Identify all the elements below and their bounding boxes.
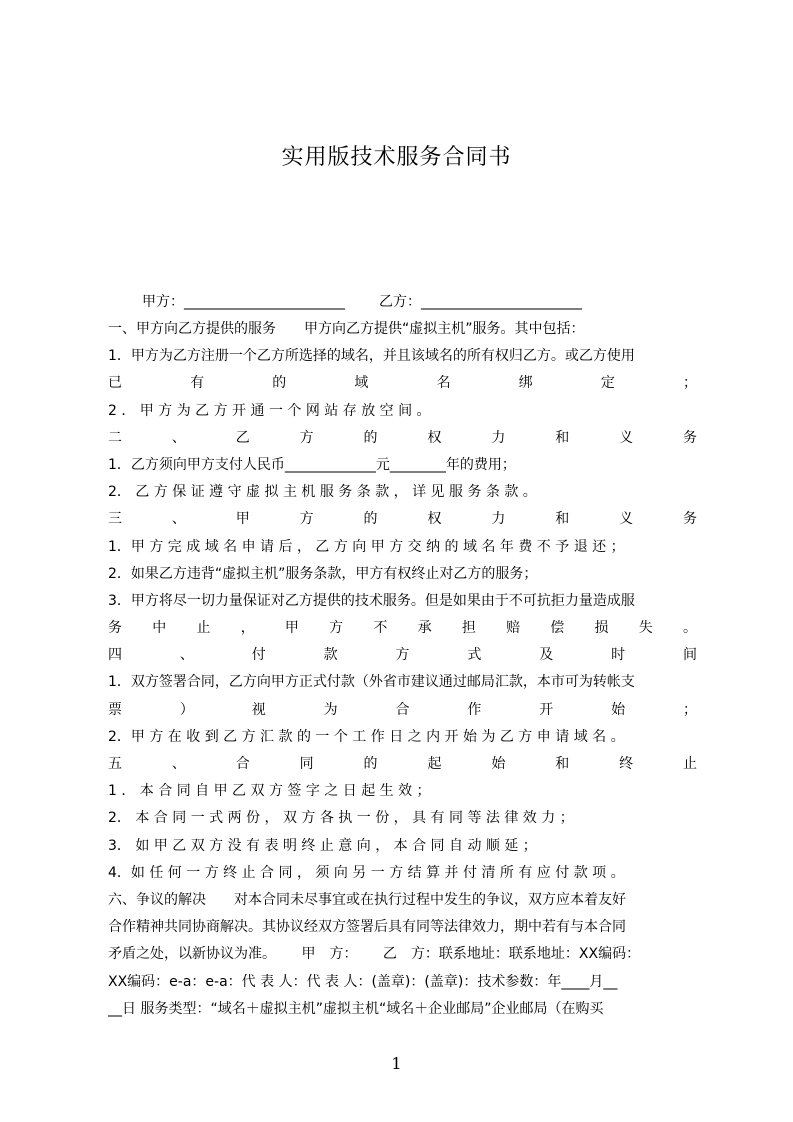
party-a-field: 甲方：_______________________ xyxy=(142,294,345,310)
section-4-item-2: 2．甲 方 在 收 到 乙 方 汇 款 的 一 个 工 作 日 之 内 开 始 为 乙 方 申 请 域 名 。 xyxy=(108,728,625,745)
section-1-heading: 一、甲方向乙方提供的服务 甲方向乙方提供“虚拟主机”服务。其中包括： xyxy=(108,321,585,337)
contract-body xyxy=(108,316,697,1023)
section-1-item-1-continued: 已 有 的 域 名 绑 定 ； xyxy=(108,375,697,392)
section-4-item-1: 1．双方签署合同，乙方向甲方正式付款（外省市建议通过邮局汇款，本市可为转帐支 xyxy=(108,674,635,691)
section-3-item-2: 2．如果乙方违背“虚拟主机”服务条款，甲方有权终止对乙方的服务； xyxy=(108,565,538,582)
document-title: 实用版技术服务合同书 xyxy=(281,145,512,170)
section-5-item-1: 1 ． 本 合 同 自 甲 乙 双 方 签 字 之 日 起 生 效 ； xyxy=(108,783,431,800)
section-4-heading: 四 、 付 款 方 式 及 时 间 xyxy=(108,647,697,664)
section-4-item-1-continued: 票 ） 视 为 合 作 开 始 ； xyxy=(108,701,697,718)
party-signature-line xyxy=(142,291,702,311)
section-6-line-3: 矛盾之处，以新协议为准。 甲 方： 乙 方：联系地址：联系地址：XX编码： xyxy=(108,946,641,963)
section-6-line-4: XX编码：e-a：e-a：代 表 人：代 表 人：(盖章)：(盖章)：技术参数：年____月__ xyxy=(108,973,618,990)
section-6-line-2: 合作精神共同协商解决。其协议经双方签署后具有同等法律效力，期中若有与本合同 xyxy=(108,919,626,936)
section-5-item-3: 3． 如 甲 乙 双 方 没 有 表 明 终 止 意 向 ， 本 合 同 自 动 顺 延 ； xyxy=(108,837,537,854)
section-1-item-2: 2 ． 甲 方 为 乙 方 开 通 一 个 网 站 存 放 空 间 。 xyxy=(108,402,431,419)
section-2-item-1: 1．乙方须向甲方支付人民币_____________元________年的费用； xyxy=(108,456,516,473)
section-3-item-3: 3．甲方将尽一切力量保证对乙方提供的技术服务。但是如果由于不可抗拒力量造成服 xyxy=(108,592,635,609)
section-1-item-1: 1．甲方为乙方注册一个乙方所选择的域名，并且该域名的所有权归乙方。或乙方使用 xyxy=(108,348,635,365)
section-6-line-5: __日 服务类型：“域名＋虚拟主机”虚拟主机“域名＋企业邮局”企业邮局（在购买 xyxy=(108,1000,604,1017)
section-6-heading: 六、争议的解决 对本合同未尽事宜或在执行过程中发生的争议，双方应本着友好 xyxy=(108,891,626,908)
section-5-item-4: 4．如 任 何 一 方 终 止 合 同 ， 须 向 另 一 方 结 算 并 付 清 所 有 应 付 款 项 。 xyxy=(108,864,625,881)
page-number: 1 xyxy=(391,1054,402,1073)
party-b-field: 乙方：_______________________ xyxy=(379,294,582,310)
section-5-heading: 五 、 合 同 的 起 始 和 终 止 xyxy=(108,756,697,772)
section-2-heading: 二 、 乙 方 的 权 力 和 义 务 xyxy=(108,429,697,446)
section-5-item-2: 2． 本 合 同 一 式 两 份 ， 双 方 各 执 一 份 ， 具 有 同 等 法 律 效 力 ； xyxy=(108,810,574,827)
section-3-item-1: 1．甲 方 完 成 域 名 申 请 后 ， 乙 方 向 甲 方 交 纳 的 域 名 年 费 不 予 退 还 ； xyxy=(108,538,625,555)
section-3-heading: 三 、 甲 方 的 权 力 和 义 务 xyxy=(108,511,697,528)
section-3-item-3-continued: 务 中 止 ， 甲 方 不 承 担 赔 偿 损 失 。 xyxy=(108,620,697,637)
section-2-item-2: 2． 乙 方 保 证 遵 守 虚 拟 主 机 服 务 条 款 ， 详 见 服 务 条 款 。 xyxy=(108,484,537,501)
